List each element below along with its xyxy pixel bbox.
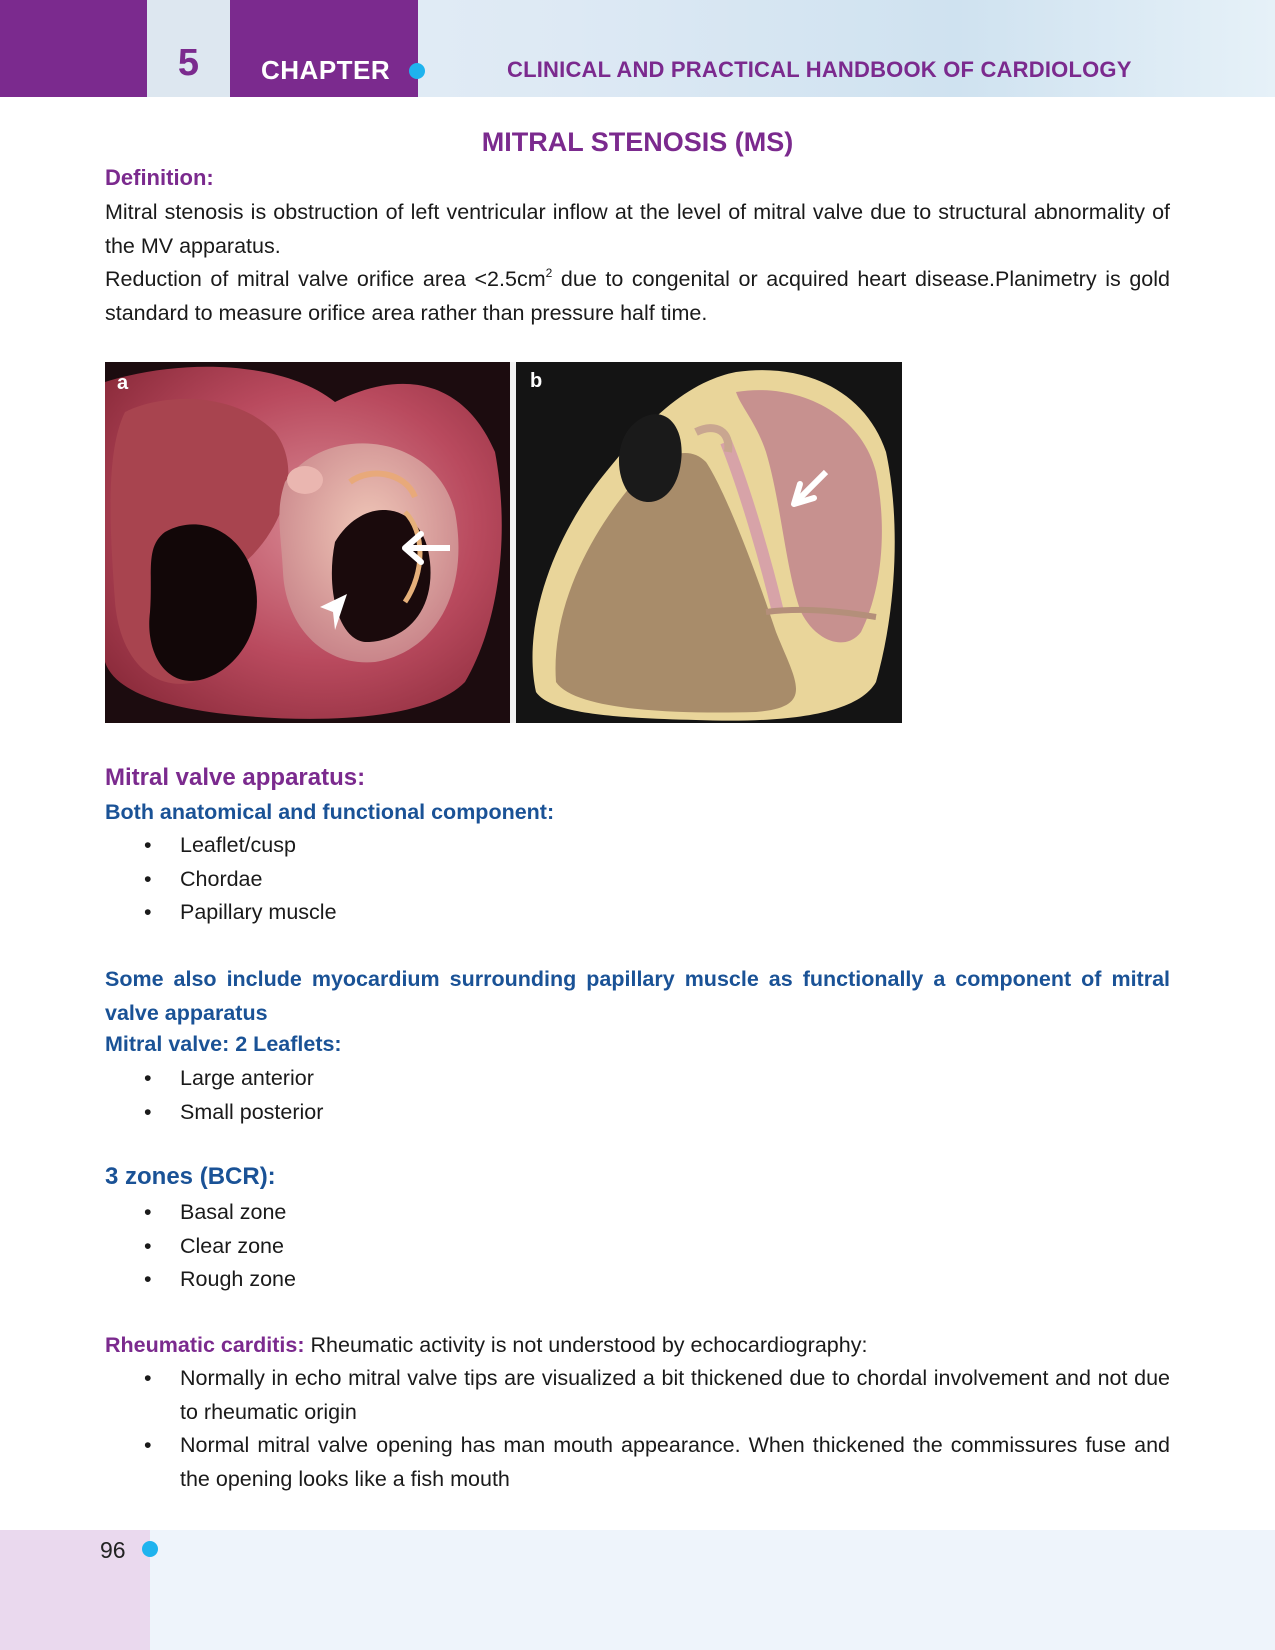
list-item-text: Clear zone: [180, 1233, 284, 1258]
rheumatic-text: Rheumatic activity is not understood by echocardiography:: [304, 1333, 868, 1357]
heart-specimen-b-image: [516, 362, 902, 723]
bullet-icon: •: [144, 1099, 152, 1124]
footer-color-block: [0, 1530, 150, 1650]
figure-panel-b: [516, 362, 902, 723]
list-item: [105, 1062, 323, 1096]
leaflets-list: [105, 1062, 323, 1129]
superscript-2: 2: [545, 266, 553, 280]
list-item: [105, 1263, 296, 1297]
header-dot-icon: [409, 63, 425, 79]
list-item: [105, 1230, 296, 1264]
list-item-text: Normal mitral valve opening has man mouth appearance. When thickened the commissures fuse and the opening looks like a fish mouth: [180, 1433, 1170, 1491]
myocardium-note: Some also include myocardium surrounding papillary muscle as functionally a component of mitral valve apparatus: [105, 967, 1170, 1025]
list-item-text: Small posterior: [180, 1099, 324, 1124]
definition-heading: Definition:: [105, 165, 214, 190]
list-item-text: Rough zone: [180, 1267, 296, 1291]
heart-specimen-a-image: [105, 362, 510, 723]
list-item: [105, 863, 337, 897]
leaflets-heading: Mitral valve: 2 Leaflets:: [105, 1032, 342, 1056]
figure-panel-a: [105, 362, 510, 723]
rheumatic-list: [105, 1362, 1170, 1496]
list-item: [105, 1096, 323, 1130]
apparatus-heading: Mitral valve apparatus:: [105, 764, 366, 791]
bullet-icon: •: [144, 866, 152, 891]
panel-b-label: b: [530, 370, 543, 392]
list-item-text: Leaflet/cusp: [180, 833, 296, 857]
apparatus-list: [105, 829, 337, 930]
book-title: CLINICAL AND PRACTICAL HANDBOOK OF CARDIOLOGY: [507, 57, 1132, 82]
apparatus-subheading: Both anatomical and functional component:: [105, 800, 555, 824]
list-item: [105, 1429, 1170, 1496]
list-item-text: Basal zone: [180, 1200, 287, 1224]
zones-heading: 3 zones (BCR):: [105, 1163, 276, 1190]
bullet-icon: •: [144, 1233, 152, 1258]
page-title: MITRAL STENOSIS (MS): [481, 127, 794, 157]
bullet-icon: •: [144, 1433, 152, 1457]
orifice-paragraph: [105, 263, 1170, 330]
orifice-text-end: due to congenital or acquired heart disease.Planimetry is gold standard to measure orifice area rather than pressure half time.: [105, 267, 1170, 325]
zones-list: [105, 1196, 296, 1297]
list-item: [105, 1362, 1170, 1429]
bullet-icon: •: [144, 833, 152, 857]
chapter-label: CHAPTER: [261, 55, 391, 85]
heart-specimen-figure: [105, 362, 902, 723]
orifice-text-start: Reduction of mitral valve orifice area <2.5cm: [105, 267, 546, 291]
page-number: 96: [100, 1537, 126, 1563]
bullet-icon: •: [144, 1366, 152, 1390]
bullet-icon: •: [144, 1200, 152, 1224]
bullet-icon: •: [144, 1267, 152, 1291]
rheumatic-paragraph: [105, 1329, 867, 1363]
definition-paragraph: Mitral stenosis is obstruction of left ventricular inflow at the level of mitral valve due to structural abnormality of the MV apparatus.: [105, 200, 1170, 258]
list-item: [105, 896, 337, 930]
panel-a-label: a: [117, 372, 129, 394]
list-item: [105, 1196, 296, 1230]
list-item-text: Papillary muscle: [180, 900, 337, 924]
chapter-number: 5: [177, 42, 200, 84]
bullet-icon: •: [144, 900, 152, 924]
list-item-text: Normally in echo mitral valve tips are visualized a bit thickened due to chordal involvement and not due to rheumatic origin: [180, 1366, 1170, 1424]
page-footer: [0, 1530, 1275, 1650]
bullet-icon: •: [144, 1066, 152, 1090]
header-color-block: [0, 0, 147, 97]
list-item: [105, 829, 337, 863]
list-item-text: Large anterior: [180, 1066, 314, 1090]
rheumatic-label: Rheumatic carditis:: [105, 1333, 305, 1357]
footer-dot-icon: [142, 1541, 158, 1557]
list-item-text: Chordae: [180, 866, 263, 891]
